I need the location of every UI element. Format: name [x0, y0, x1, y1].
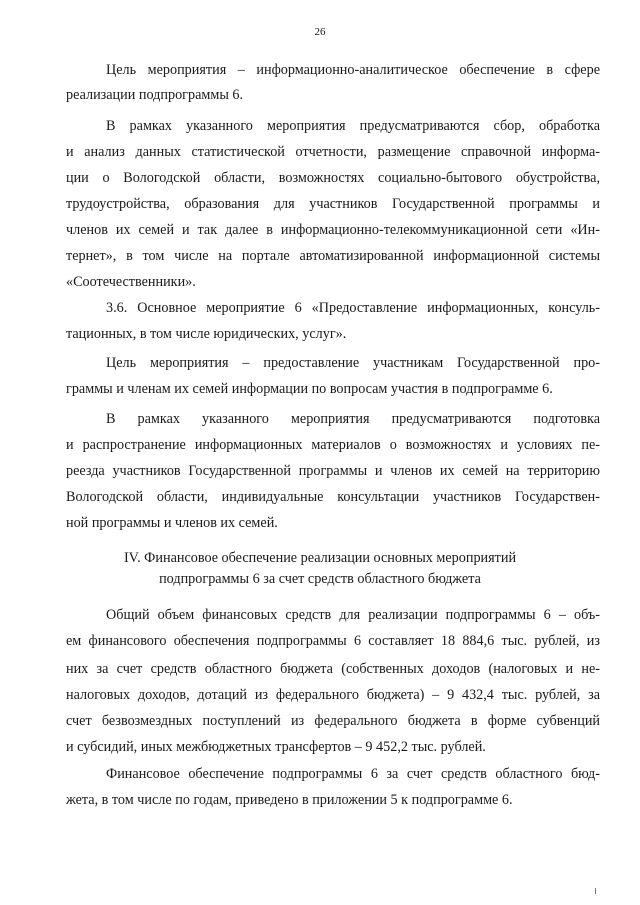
paragraph-scope-line: «Соотечественники».	[66, 274, 196, 290]
page-number: 26	[314, 26, 326, 38]
paragraph-appendix-line: Финансовое обеспечение подпрограммы 6 за счет средств областного бюд-	[106, 766, 600, 782]
paragraph-scope2-line: Вологодской области, индивидуальные консультации участников Государствен-	[66, 489, 600, 505]
paragraph-goal-line: реализации подпрограммы 6.	[66, 87, 244, 103]
section-heading-line: подпрограммы 6 за счет средств областного бюджета	[159, 571, 481, 587]
section-heading-line: IV. Финансовое обеспечение реализации основных мероприятий	[123, 550, 517, 566]
paragraph-funding-line: ем финансового обеспечения подпрограммы 6 составляет 18 884,6 тыс. рублей, из	[66, 633, 600, 649]
paragraph-funding-line: них за счет средств областного бюджета (собственных доходов (налоговых и не-	[66, 661, 600, 677]
paragraph-scope2-line: и распространение информационных материалов о возможностях и условиях пе-	[66, 437, 600, 453]
paragraph-goal-line: Цель мероприятия – информационно-аналитическое обеспечение в сфере	[106, 62, 600, 78]
paragraph-funding-line: налоговых доходов, дотаций из федерального бюджета) – 9 432,4 тыс. рублей, за	[66, 687, 600, 703]
paragraph-scope-line: ции о Вологодской области, возможностях социально-бытового обустройства,	[66, 170, 600, 186]
paragraph-goal2-line: Цель мероприятия – предоставление участникам Государственной про-	[106, 355, 600, 371]
scan-mark	[595, 888, 596, 894]
paragraph-event-line: 3.6. Основное мероприятие 6 «Предоставление информационных, консуль-	[106, 300, 600, 316]
paragraph-scope-line: и анализ данных статистической отчетности, размещение справочной информа-	[66, 144, 600, 160]
paragraph-scope-line: членов их семей и так далее в информационно-телекоммуникационной сети «Ин-	[66, 222, 600, 238]
paragraph-goal2-line: граммы и членам их семей информации по вопросам участия в подпрограмме 6.	[66, 381, 553, 397]
paragraph-scope2-line: реезда участников Государственной программы и членов их семей на территорию	[66, 463, 600, 479]
paragraph-appendix-line: жета, в том числе по годам, приведено в приложении 5 к подпрограмме 6.	[66, 792, 513, 808]
paragraph-event-line: тационных, в том числе юридических, услуг».	[66, 326, 347, 342]
paragraph-scope-line: В рамках указанного мероприятия предусматриваются сбор, обработка	[106, 118, 600, 134]
paragraph-scope2-line: В рамках указанного мероприятия предусматриваются подготовка	[106, 411, 600, 427]
paragraph-scope-line: трудоустройства, образования для участников Государственной программы и	[66, 196, 600, 212]
paragraph-funding-line: Общий объем финансовых средств для реализации подпрограммы 6 – объ-	[106, 607, 600, 623]
paragraph-scope-line: тернет», в том числе на портале автоматизированной информационной системы	[66, 248, 600, 264]
paragraph-scope2-line: ной программы и членов их семей.	[66, 515, 278, 531]
paragraph-funding-line: счет безвозмездных поступлений из федерального бюджета в форме субвенций	[66, 713, 600, 729]
paragraph-funding-line: и субсидий, иных межбюджетных трансфертов – 9 452,2 тыс. рублей.	[66, 739, 486, 755]
